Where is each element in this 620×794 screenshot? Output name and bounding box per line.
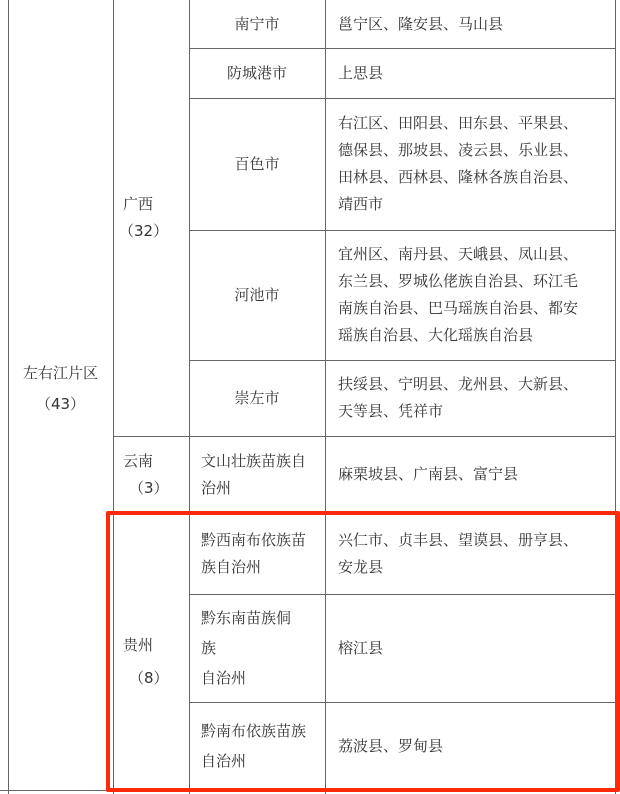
county-cell — [338, 0, 615, 48]
province-count: （8） — [129, 668, 169, 687]
province-name: 云南 — [123, 451, 154, 470]
highlight-box — [106, 511, 620, 792]
county-list: 兴仁市、贞丰县、望谟县、册亨县、 安龙县 — [338, 530, 579, 576]
city-name: 百色市 — [234, 154, 280, 173]
county-list: 麻栗坡县、广南县、富宁县 — [338, 465, 519, 483]
city-name: 南宁市 — [234, 14, 280, 33]
province-guangxi — [119, 0, 189, 436]
county-list: 右江区、田阳县、田东县、平果县、 德保县、那坡县、凌云县、乐业县、 田林县、西林县、隆林各族自治县、 靖西市 — [338, 114, 579, 213]
county-cell — [338, 436, 615, 513]
county-list: 上思县 — [338, 63, 384, 82]
province-name: 贵州 — [123, 635, 154, 654]
city-cell — [201, 436, 325, 513]
province-count: （3） — [129, 478, 169, 497]
city-name: 文山壮族苗族自 治州 — [201, 451, 307, 497]
province-yunnan — [123, 436, 189, 513]
county-list: 扶绥县、宁明县、龙州县、大新县、 天等县、凭祥市 — [338, 375, 579, 420]
city-name: 黔西南布依族苗 族自治州 — [201, 530, 307, 576]
county-cell — [338, 98, 615, 230]
county-list: 荔波县、罗甸县 — [338, 736, 444, 755]
city-name: 防城港市 — [226, 63, 287, 82]
city-cell — [189, 0, 325, 48]
region-name: 左右江片区 — [22, 364, 98, 382]
city-cell — [189, 48, 325, 98]
county-cell — [338, 360, 615, 436]
region-count: （43） — [35, 395, 86, 413]
county-list: 榕江县 — [338, 638, 384, 657]
province-count: （32） — [119, 222, 169, 240]
city-name: 河池市 — [234, 285, 280, 304]
city-cell — [189, 98, 325, 230]
region-cell — [8, 0, 113, 790]
county-list: 邕宁区、隆安县、马山县 — [338, 14, 504, 33]
city-cell — [189, 230, 325, 360]
city-name: 黔南布依族苗族 自治州 — [201, 722, 307, 770]
province-name: 广西 — [123, 195, 154, 213]
city-name: 黔东南苗族侗 族 自治州 — [201, 609, 292, 687]
county-cell — [338, 230, 615, 360]
county-list: 宜州区、南丹县、天峨县、凤山县、 东兰县、罗城仫佬族自治县、环江毛 南族自治县、巴马瑶族自治县、都安 瑶族自治县、大化瑶族自治县 — [338, 245, 579, 344]
county-cell — [338, 48, 615, 98]
city-cell — [189, 360, 325, 436]
city-name: 崇左市 — [234, 388, 280, 407]
